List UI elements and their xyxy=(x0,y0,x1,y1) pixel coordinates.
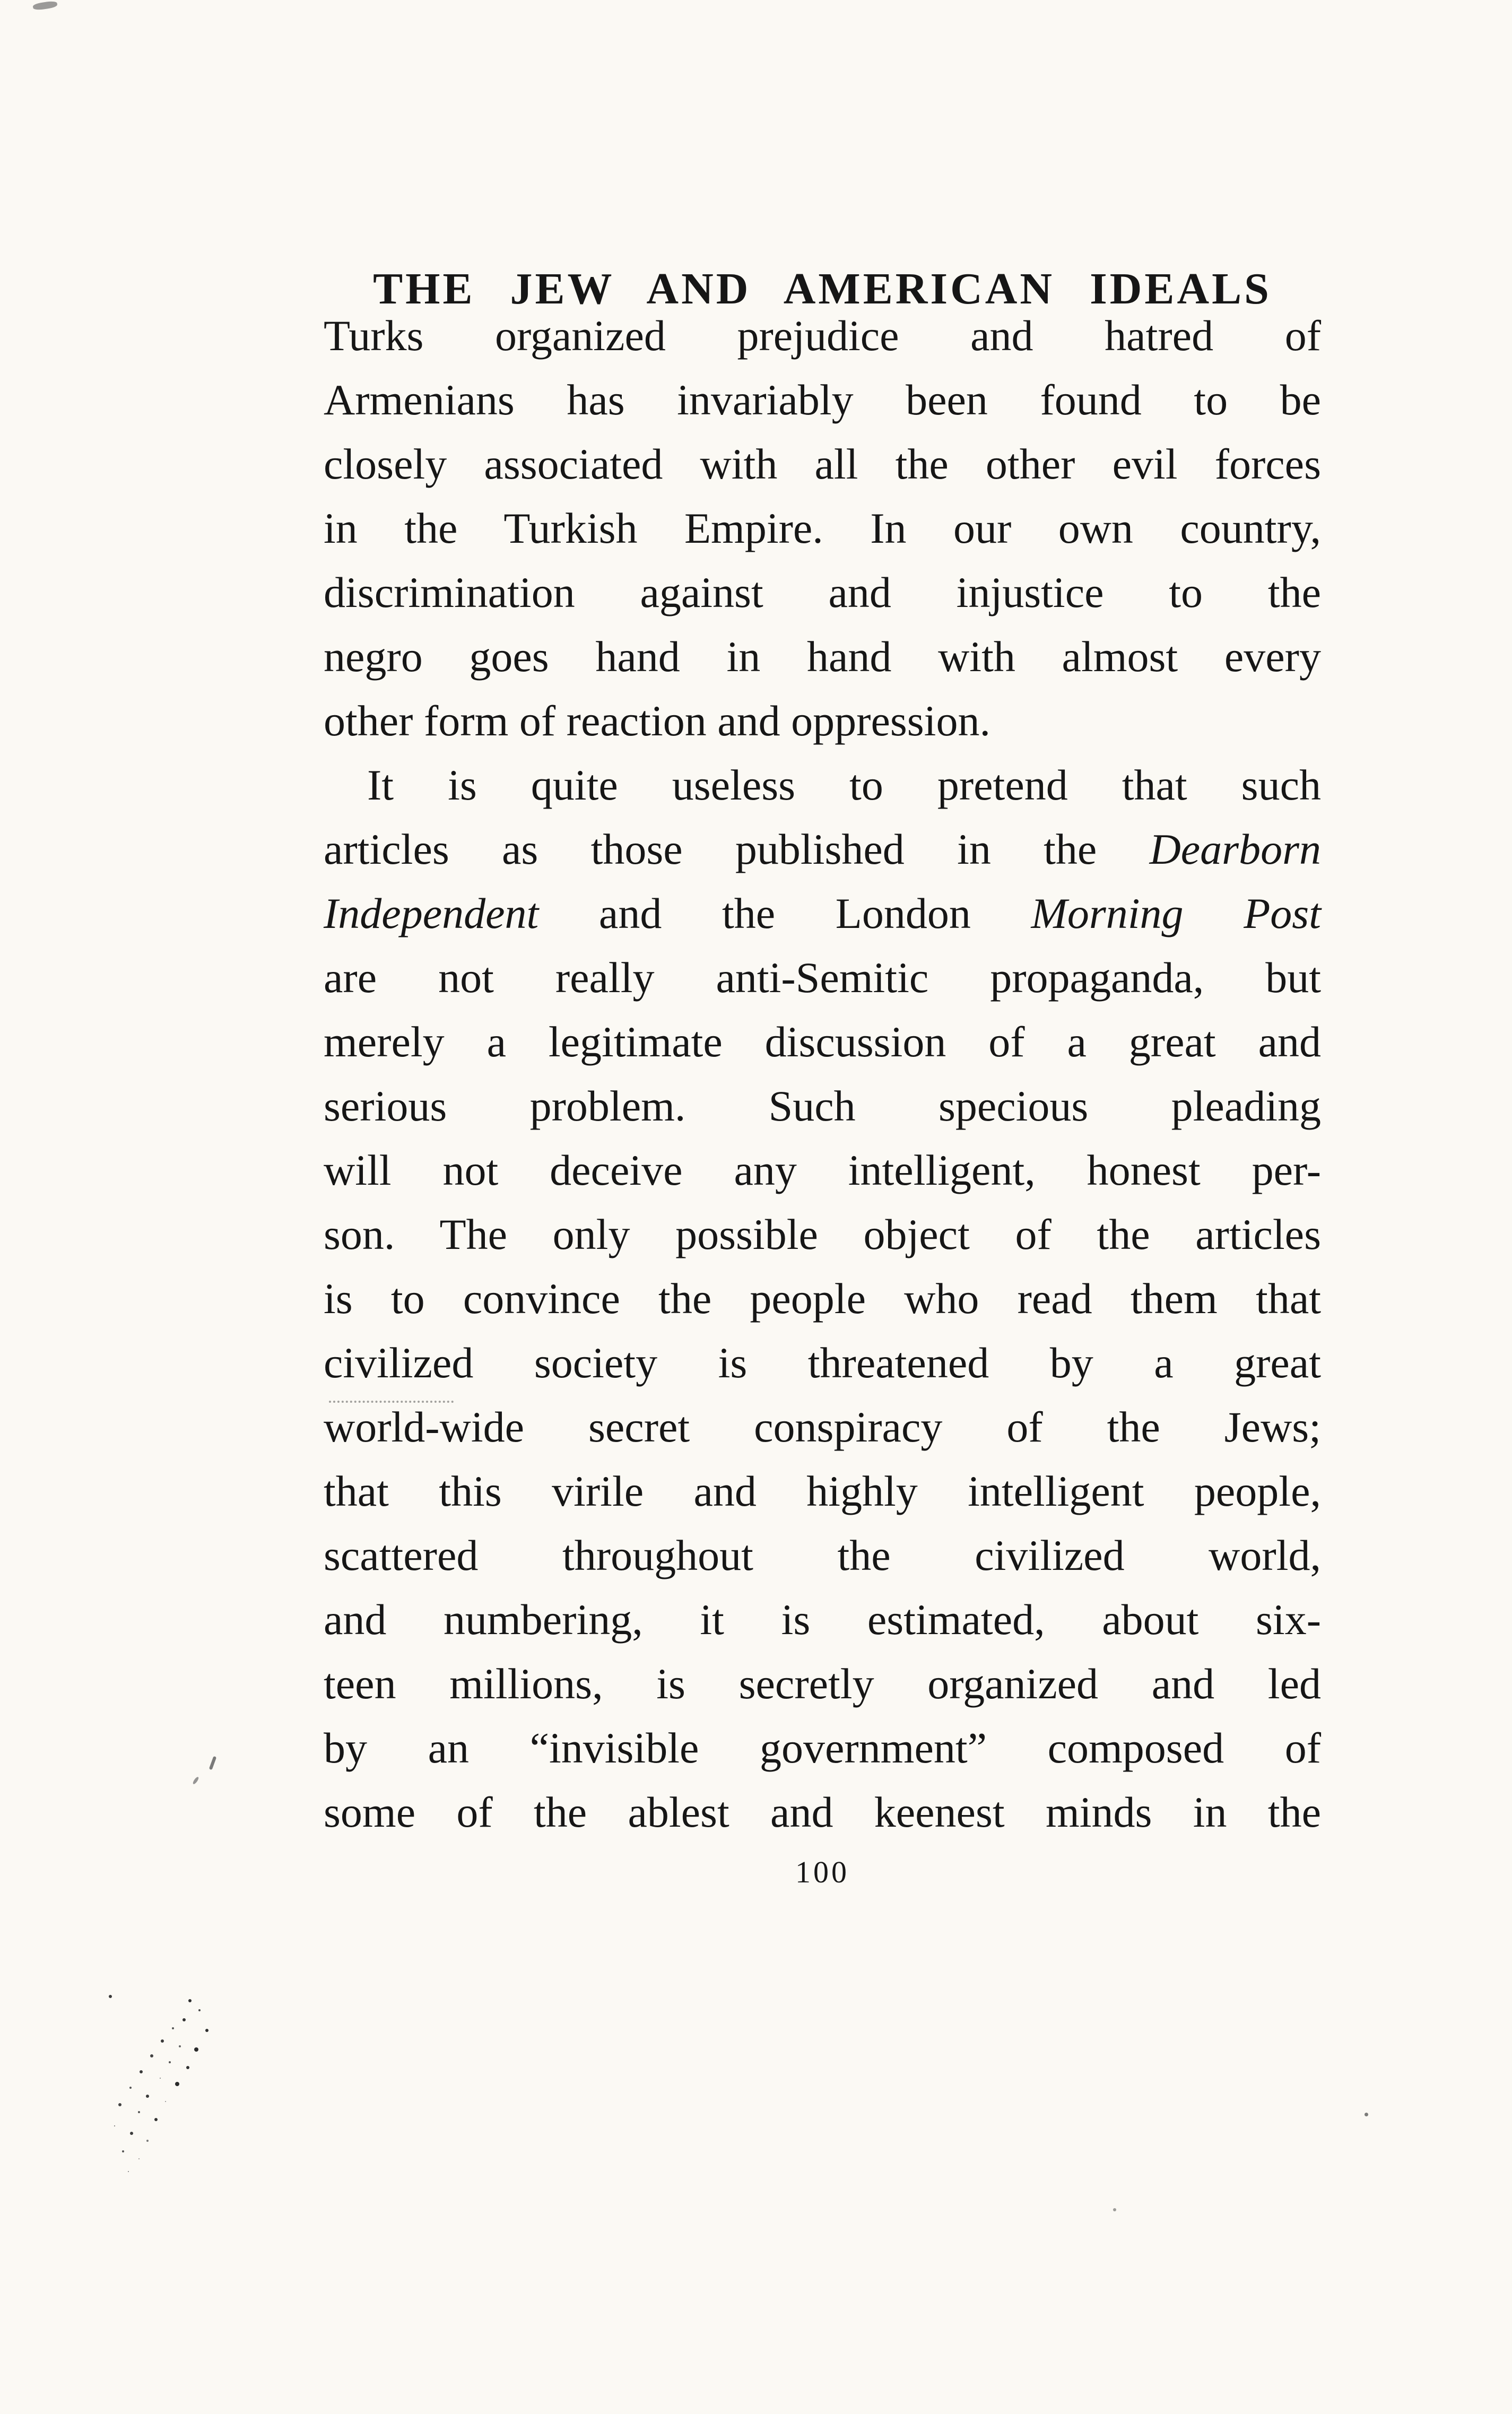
text-run: world-wide secret conspiracy of the Jews; xyxy=(324,1403,1321,1451)
text-block xyxy=(324,303,1321,1844)
text-line xyxy=(324,817,1321,881)
page-title: THE JEW AND AMERICAN IDEALS xyxy=(373,264,1272,314)
text-run: negro goes hand in hand with almost every xyxy=(324,632,1321,681)
text-run: some of the ablest and keenest minds in the xyxy=(324,1788,1321,1836)
text-line xyxy=(324,1459,1321,1523)
text-run: civilized society is threatened by a great xyxy=(324,1339,1321,1387)
text-line xyxy=(324,753,1321,817)
text-run: scattered throughout the civilized world, xyxy=(324,1531,1321,1579)
italic-text-run: Independent xyxy=(324,889,539,937)
text-line xyxy=(324,432,1321,496)
ink-speckles xyxy=(109,1995,112,1998)
margin-mark xyxy=(209,1756,217,1770)
text-line xyxy=(324,945,1321,1010)
text-run: articles as those published in the xyxy=(324,825,1150,873)
text-run: Armenians has invariably been found to be xyxy=(324,376,1321,424)
text-run: It is quite useless to pretend that such xyxy=(367,761,1321,809)
text-line xyxy=(324,1395,1321,1459)
text-line xyxy=(324,1138,1321,1202)
text-line xyxy=(324,1331,1321,1395)
text-line xyxy=(324,689,1321,753)
text-run: are not really anti-Semitic propaganda, but xyxy=(324,953,1321,1002)
text-line xyxy=(324,881,1321,945)
text-line xyxy=(324,1010,1321,1074)
text-line xyxy=(324,1523,1321,1587)
text-line xyxy=(324,368,1321,432)
ink-blot xyxy=(32,1,57,11)
text-line xyxy=(324,303,1321,368)
italic-text-run: Dearborn xyxy=(1149,825,1321,873)
text-run: that this virile and highly intelligent people, xyxy=(324,1467,1321,1515)
text-run: serious problem. Such specious pleading xyxy=(324,1082,1321,1130)
text-run: teen millions, is secretly organized and led xyxy=(324,1660,1321,1708)
text-run: is to convince the people who read them that xyxy=(324,1274,1321,1323)
italic-text-run: Morning Post xyxy=(1031,889,1321,937)
text-run: and the London xyxy=(538,889,1031,937)
text-line xyxy=(324,1074,1321,1138)
page-number: 100 xyxy=(795,1855,849,1889)
text-run: will not deceive any intelligent, honest per- xyxy=(324,1146,1321,1194)
text-run: by an “invisible government” composed of xyxy=(324,1724,1321,1772)
text-line xyxy=(324,1780,1321,1844)
text-run: merely a legitimate discussion of a great and xyxy=(324,1018,1321,1066)
text-line xyxy=(324,560,1321,624)
margin-mark xyxy=(192,1776,199,1785)
text-run: Turks organized prejudice and hatred of xyxy=(324,311,1321,360)
text-run: and numbering, it is estimated, about six- xyxy=(324,1595,1321,1644)
text-run: discrimination against and injustice to the xyxy=(324,568,1321,616)
scan-artifact-dots xyxy=(329,1401,454,1403)
text-line xyxy=(324,1652,1321,1716)
text-run: in the Turkish Empire. In our own country, xyxy=(324,504,1321,552)
text-line xyxy=(324,624,1321,689)
text-run: son. The only possible object of the articles xyxy=(324,1210,1321,1258)
text-line xyxy=(324,1716,1321,1780)
text-line xyxy=(324,496,1321,560)
text-line xyxy=(324,1266,1321,1331)
text-run: closely associated with all the other evil forces xyxy=(324,440,1321,488)
text-line xyxy=(324,1202,1321,1266)
text-line xyxy=(324,1587,1321,1652)
ink-dot xyxy=(1113,2208,1116,2211)
ink-dot xyxy=(1365,2113,1368,2116)
text-run: other form of reaction and oppression. xyxy=(324,697,990,745)
